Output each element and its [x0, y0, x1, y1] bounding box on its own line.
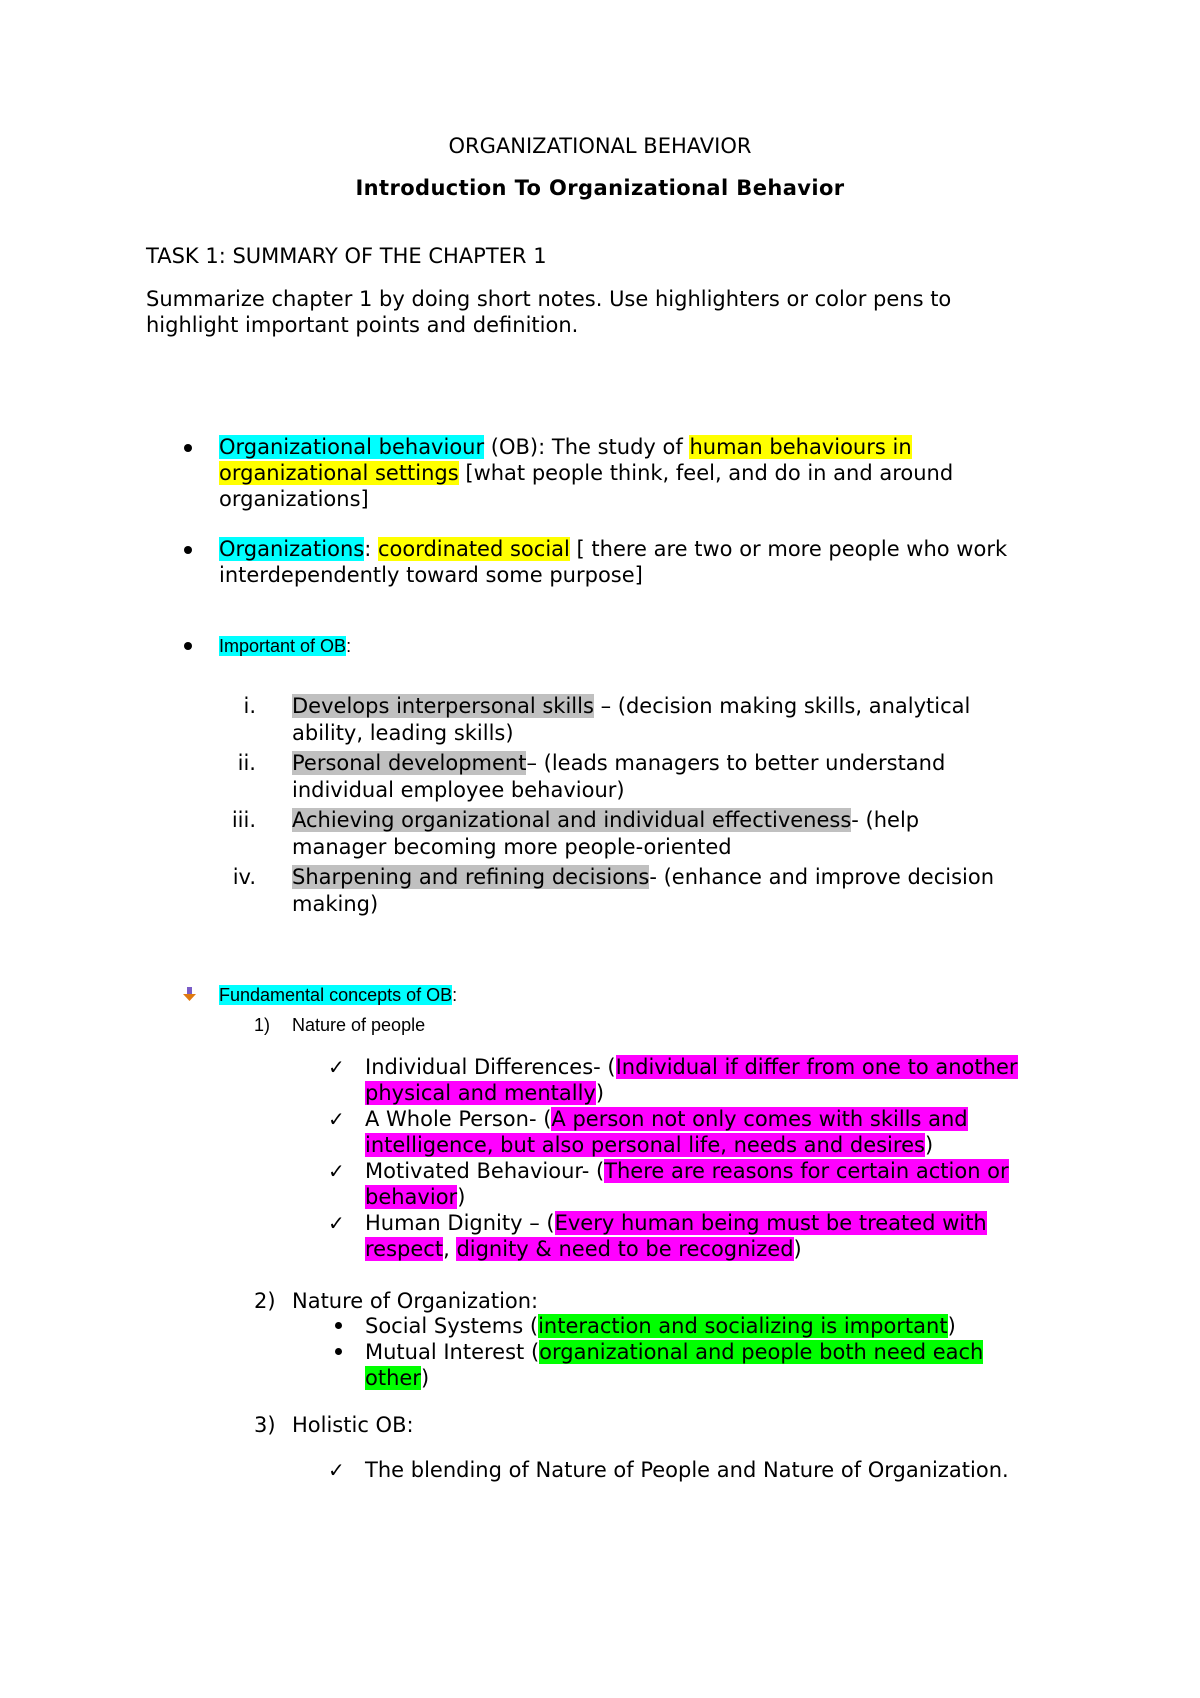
item-end: ): [420, 1366, 430, 1390]
importance-item-2-rest: – (leads managers to better understand: [526, 751, 946, 775]
org-rest1: [ there are two or more people who work: [569, 537, 1008, 561]
item-end: ): [947, 1314, 956, 1338]
fundamentals-heading-text: Fundamental concepts of OB: [219, 985, 453, 1005]
nature-org-item-2-line2: [365, 1365, 429, 1391]
list-marker: 3): [254, 1413, 276, 1437]
list-marker: i.: [243, 694, 256, 718]
nature-org-item-2-line1: [365, 1339, 983, 1365]
importance-item-1-rest: – (decision making skills, analytical: [593, 694, 971, 718]
org-definition-line2: interdependently toward some purpose]: [219, 563, 643, 587]
importance-item-2-line2: individual employee behaviour): [292, 778, 625, 802]
nature-people-item-1-line1: [365, 1054, 1018, 1080]
item-label: Human Dignity – (: [365, 1211, 555, 1235]
importance-item-2-line1: [292, 750, 945, 776]
importance-colon: :: [346, 636, 352, 656]
nature-people-item-4-line1: [365, 1210, 987, 1236]
importance-heading-text: Important of OB: [219, 636, 347, 656]
list-marker: iii.: [231, 808, 256, 832]
holistic-title: Holistic OB:: [292, 1413, 414, 1437]
importance-item-4-highlight: Sharpening and refining decisions: [292, 865, 650, 889]
importance-item-4-rest: - (enhance and improve decision: [649, 865, 995, 889]
org-colon: :: [364, 537, 378, 561]
fundamentals-colon: :: [452, 985, 458, 1005]
org-definition-line1: [219, 536, 1007, 562]
item-end: ): [595, 1081, 605, 1105]
task-instruction-line2: highlight important points and definition.: [146, 313, 579, 337]
item-label: Motivated Behaviour- (: [365, 1159, 605, 1183]
nature-people-item-3-line2: [365, 1184, 465, 1210]
ob-definition-line1: [219, 434, 912, 460]
importance-item-2-highlight: Personal development: [292, 751, 527, 775]
nature-people-item-4-line2: [365, 1236, 802, 1262]
list-marker: ii.: [237, 751, 256, 775]
nature-people-item-3-line1: [365, 1158, 1009, 1184]
nature-people-title: Nature of people: [292, 1015, 426, 1035]
ob-term: Organizational behaviour: [219, 435, 485, 459]
importance-item-1-line2: ability, leading skills): [292, 721, 514, 745]
importance-item-1-highlight: Develops interpersonal skills: [292, 694, 594, 718]
page-title: ORGANIZATIONAL BEHAVIOR: [448, 134, 752, 158]
item-label: Mutual Interest (: [365, 1340, 540, 1364]
fundamentals-heading: [219, 982, 457, 1008]
list-marker: 1): [254, 1015, 271, 1035]
item-sep: ,: [443, 1237, 457, 1261]
holistic-item: The blending of Nature of People and Nature of Organization.: [365, 1458, 1009, 1482]
org-highlight: coordinated social: [377, 537, 570, 561]
checkmark-icon: ✓: [328, 1159, 345, 1183]
nature-org-title: Nature of Organization:: [292, 1289, 539, 1313]
item-highlight: Individual if differ from one to another: [615, 1055, 1018, 1079]
item-end: ): [457, 1185, 466, 1209]
item-highlight: dignity & need to be recognized: [456, 1237, 794, 1261]
ob-highlight1: human behaviours in: [689, 435, 912, 459]
list-marker: iv.: [232, 865, 256, 889]
ob-definition-line2: [219, 460, 953, 486]
importance-item-3-rest: - (help: [851, 808, 920, 832]
item-end: ): [793, 1237, 802, 1261]
importance-heading: [219, 633, 351, 659]
task-heading: TASK 1: SUMMARY OF THE CHAPTER 1: [146, 244, 547, 268]
item-highlight: intelligence, but also personal life, needs and desires: [365, 1133, 925, 1157]
bullet-icon: [184, 642, 192, 650]
checkmark-icon: ✓: [328, 1458, 345, 1482]
item-label: Individual Differences- (: [365, 1055, 616, 1079]
ob-abbr: (OB): The study of: [484, 435, 690, 459]
importance-item-3-highlight: Achieving organizational and individual effectiveness: [292, 808, 852, 832]
item-highlight: There are reasons for certain action or: [604, 1159, 1009, 1183]
item-highlight: respect: [365, 1237, 444, 1261]
checkmark-icon: ✓: [328, 1107, 345, 1131]
item-highlight: Every human being must be treated with: [554, 1211, 987, 1235]
item-highlight: A person not only comes with skills and: [551, 1107, 968, 1131]
ob-definition-line3: organizations]: [219, 487, 369, 511]
nature-people-item-2-line1: [365, 1106, 968, 1132]
arrow-bullet-icon: [182, 987, 198, 1003]
item-label: A Whole Person- (: [365, 1107, 552, 1131]
bullet-icon: [335, 1322, 342, 1329]
bullet-icon: [184, 546, 192, 554]
checkmark-icon: ✓: [328, 1055, 345, 1079]
nature-people-item-1-line2: [365, 1080, 604, 1106]
bullet-icon: [184, 444, 192, 452]
item-highlight: organizational and people both need each: [539, 1340, 984, 1364]
importance-item-1-line1: [292, 693, 970, 719]
item-highlight: physical and mentally: [365, 1081, 596, 1105]
list-marker: 2): [254, 1289, 276, 1313]
org-term: Organizations: [219, 537, 365, 561]
nature-people-item-2-line2: [365, 1132, 933, 1158]
item-end: ): [924, 1133, 934, 1157]
item-highlight: interaction and socializing is important: [538, 1314, 948, 1338]
nature-org-item-1: [365, 1313, 956, 1339]
importance-item-3-line2: manager becoming more people-oriented: [292, 835, 732, 859]
page-subtitle: Introduction To Organizational Behavior: [355, 176, 845, 200]
checkmark-icon: ✓: [328, 1211, 345, 1235]
bullet-icon: [335, 1348, 342, 1355]
ob-rest1: [what people think, feel, and do in and around: [458, 461, 954, 485]
importance-item-4-line2: making): [292, 892, 379, 916]
item-label: Social Systems (: [365, 1314, 539, 1338]
task-instruction-line1: Summarize chapter 1 by doing short notes. Use highlighters or color pens to: [146, 287, 952, 311]
ob-highlight2: organizational settings: [219, 461, 459, 485]
item-highlight: other: [365, 1366, 421, 1390]
importance-item-3-line1: [292, 807, 919, 833]
item-highlight: behavior: [365, 1185, 458, 1209]
importance-item-4-line1: [292, 864, 994, 890]
